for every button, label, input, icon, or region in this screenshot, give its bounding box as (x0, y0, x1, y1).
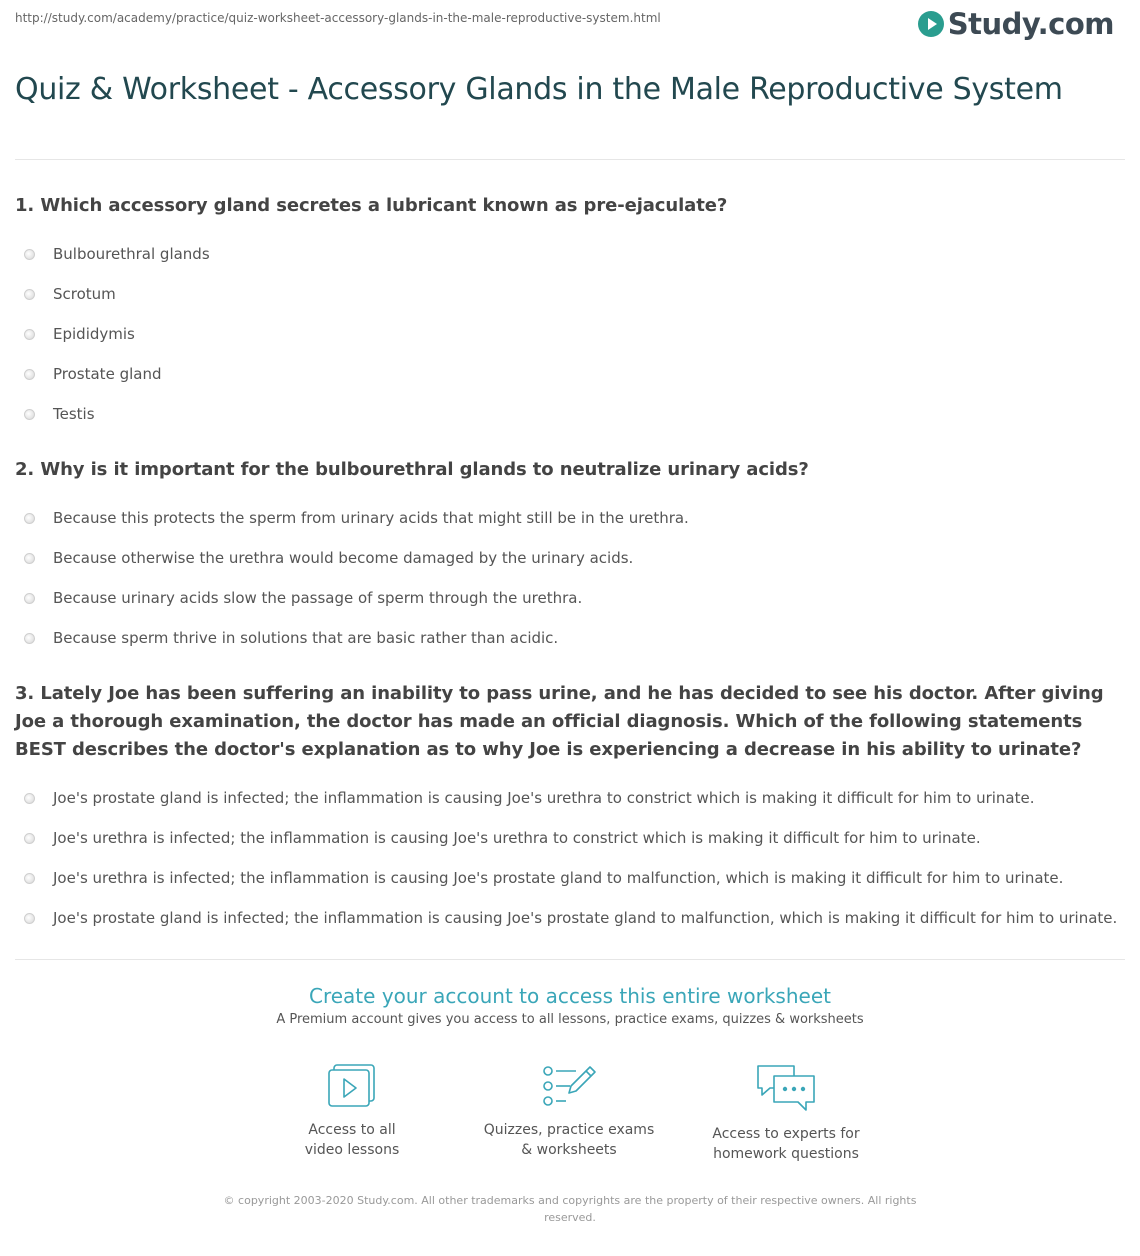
feature-label: Quizzes, practice exams & worksheets (483, 1122, 655, 1158)
option-label: Bulbourethral glands (53, 245, 210, 263)
radio-button[interactable] (24, 593, 35, 604)
option-label: Because otherwise the urethra would become damaged by the urinary acids. (53, 549, 634, 567)
option-label: Because sperm thrive in solutions that are basic rather than acidic. (53, 629, 559, 647)
video-lessons-icon (325, 1062, 379, 1110)
question-1 (15, 192, 1125, 434)
cta-subtitle: A Premium account gives you access to all lessons, practice exams, quizzes & worksheets (276, 1012, 864, 1027)
radio-button[interactable] (24, 913, 35, 924)
option-label: Joe's urethra is infected; the inflammation is causing Joe's prostate gland to malfunction, which is making it difficult for him to urinate. (53, 869, 1064, 887)
signup-cta (0, 982, 1140, 1027)
question-text: 1. Which accessory gland secretes a lubricant known as pre-ejaculate? (15, 195, 728, 216)
radio-button[interactable] (24, 793, 35, 804)
answer-option[interactable] (15, 274, 1125, 314)
answer-option[interactable] (15, 818, 1125, 858)
play-circle-icon (918, 11, 944, 37)
feature-quizzes (469, 1062, 669, 1160)
answer-options (15, 234, 1125, 434)
radio-button[interactable] (24, 633, 35, 644)
study-logo[interactable] (918, 6, 1114, 42)
option-label: Joe's prostate gland is infected; the inflammation is causing Joe's prostate gland to malfunction, which is making it difficult for him to urinate. (53, 909, 1118, 927)
option-label: Scrotum (53, 285, 116, 303)
answer-option[interactable] (15, 618, 1125, 658)
option-label: Joe's prostate gland is infected; the inflammation is causing Joe's urethra to constrict which is making it difficult for him to urinate. (53, 789, 1035, 807)
question-text: 3. Lately Joe has been suffering an inability to pass urine, and he has decided to see his doctor. After giving Joe a thorough examination, the doctor has made an official diagnosis. Which of the following statements BEST describes the doctor's explanation as to why Joe is experiencing a decrease in his ability to urinate? (15, 683, 1104, 760)
feature-experts (686, 1062, 886, 1164)
divider (15, 159, 1125, 160)
answer-option[interactable] (15, 578, 1125, 618)
radio-button[interactable] (24, 409, 35, 420)
radio-button[interactable] (24, 833, 35, 844)
radio-button[interactable] (24, 513, 35, 524)
answer-option[interactable] (15, 538, 1125, 578)
answer-options (15, 778, 1125, 938)
brand-name: Study.com (947, 7, 1114, 41)
cta-title-link[interactable]: Create your account to access this entire worksheet (309, 984, 831, 1008)
chat-bubbles-icon (754, 1062, 818, 1114)
page-title: Quiz & Worksheet - Accessory Glands in the Male Reproductive System (15, 72, 1063, 107)
answer-option[interactable] (15, 354, 1125, 394)
answer-option[interactable] (15, 858, 1125, 898)
answer-option[interactable] (15, 394, 1125, 434)
question-3 (15, 680, 1125, 938)
top-bar (0, 0, 1140, 48)
feature-label: Access to experts for homework questions (712, 1126, 860, 1162)
option-label: Testis (53, 405, 95, 423)
answer-option[interactable] (15, 314, 1125, 354)
radio-button[interactable] (24, 369, 35, 380)
radio-button[interactable] (24, 553, 35, 564)
option-label: Joe's urethra is infected; the inflammation is causing Joe's urethra to constrict which is making it difficult for him to urinate. (53, 829, 981, 847)
page-url: http://study.com/academy/practice/quiz-worksheet-accessory-glands-in-the-male-reproductive-system.html (15, 11, 661, 25)
answer-option[interactable] (15, 898, 1125, 938)
answer-option[interactable] (15, 234, 1125, 274)
answer-options (15, 498, 1125, 658)
option-label: Because urinary acids slow the passage of sperm through the urethra. (53, 589, 583, 607)
answer-option[interactable] (15, 498, 1125, 538)
quiz-checklist-icon (540, 1062, 598, 1110)
feature-label: Access to all video lessons (304, 1122, 400, 1158)
copyright-footer: © copyright 2003-2020 Study.com. All other trademarks and copyrights are the property of their respective owners. All rights reserved. (223, 1194, 917, 1224)
option-label: Because this protects the sperm from urinary acids that might still be in the urethra. (53, 509, 689, 527)
radio-button[interactable] (24, 289, 35, 300)
radio-button[interactable] (24, 873, 35, 884)
radio-button[interactable] (24, 329, 35, 340)
option-label: Epididymis (53, 325, 135, 343)
feature-video-lessons (252, 1062, 452, 1160)
question-2 (15, 456, 1125, 658)
divider (15, 959, 1125, 960)
radio-button[interactable] (24, 249, 35, 260)
question-text: 2. Why is it important for the bulbourethral glands to neutralize urinary acids? (15, 459, 809, 480)
option-label: Prostate gland (53, 365, 162, 383)
answer-option[interactable] (15, 778, 1125, 818)
